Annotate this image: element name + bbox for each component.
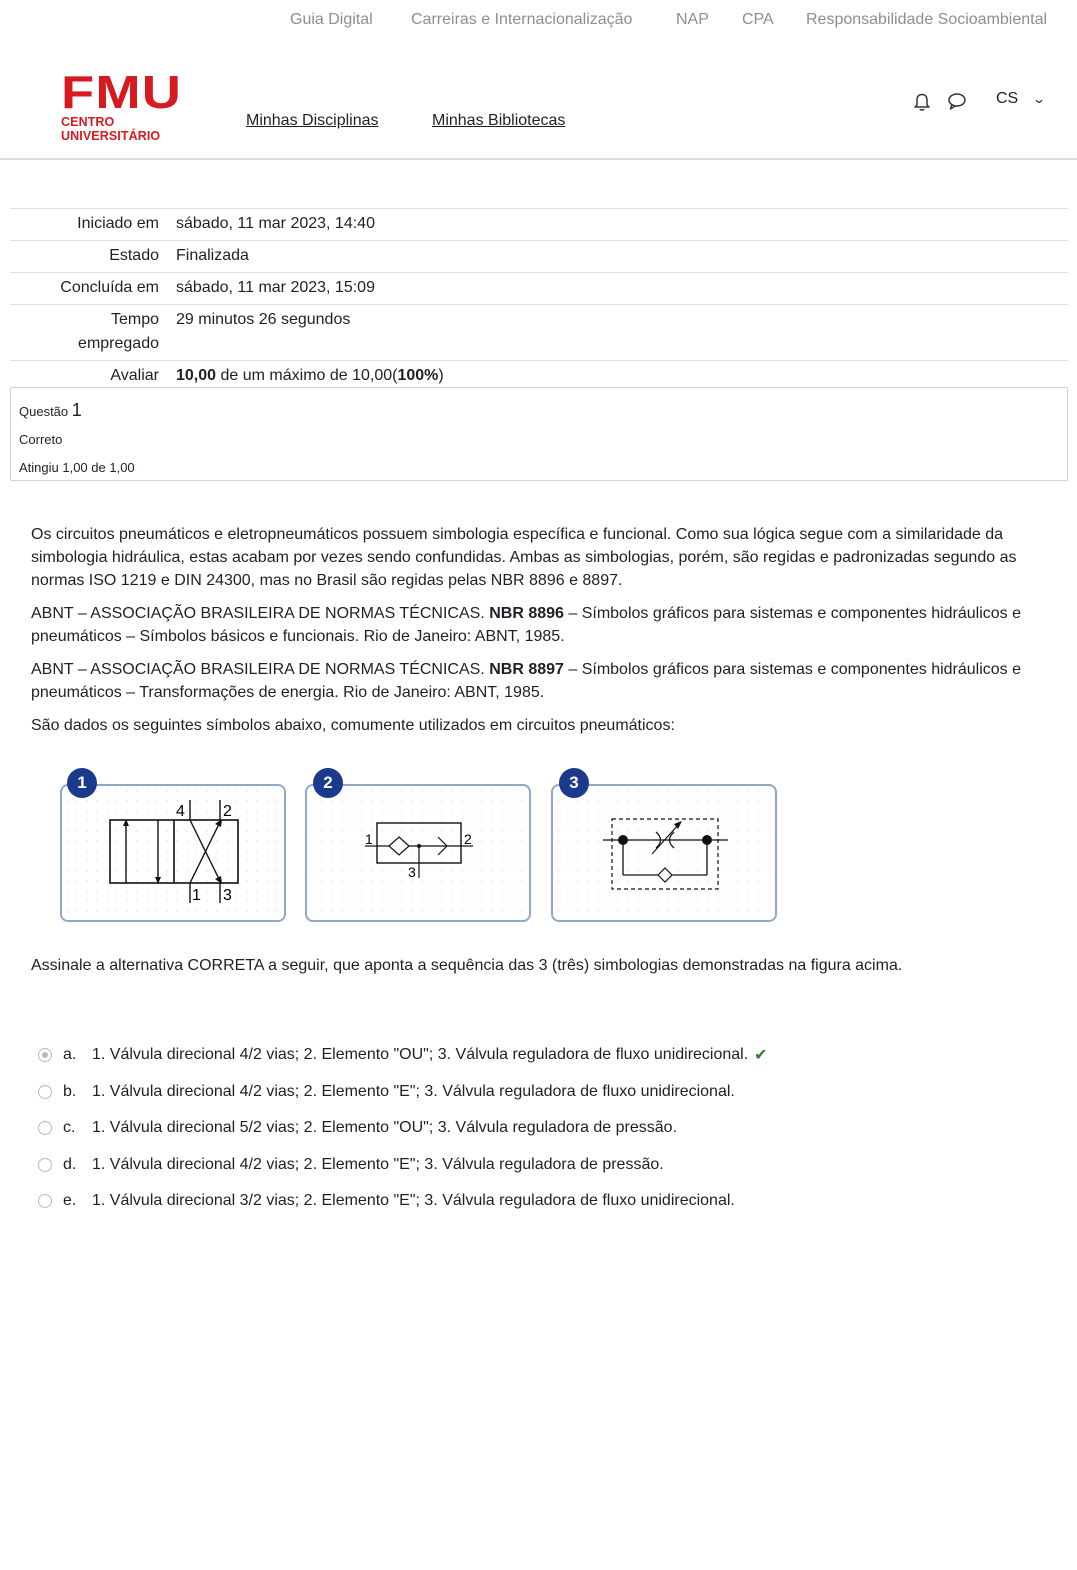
completed-label: Concluída em: [10, 273, 168, 305]
question-status: Correto: [19, 432, 63, 447]
user-initials: CS: [996, 90, 1019, 107]
question-number-value: 1: [71, 400, 82, 420]
question-prompt: Assinale a alternativa CORRETA a seguir, que aponta a sequência das 3 (três) simbologias demonstradas na figura acima.: [31, 957, 903, 974]
site-header: [0, 44, 1077, 160]
answer-letter: a.: [63, 1046, 77, 1064]
completed-value: sábado, 11 mar 2023, 15:09: [168, 273, 1068, 305]
nav-minhas-bibliotecas[interactable]: Minhas Bibliotecas: [432, 112, 566, 129]
port-label-3: 3: [408, 864, 416, 880]
ref2-suffix: – Símbolos gráficos para sistemas e componentes hidráulicos e pneumáticos – Transformações de energia. Rio de Janeiro: ABNT, 1985.: [31, 661, 1022, 701]
reference-nbr-8897: [31, 658, 1051, 704]
flow-control-valve-symbol: [553, 786, 775, 920]
symbol-panel-1: [60, 784, 286, 922]
or-element-symbol: [307, 786, 529, 920]
fmu-logo[interactable]: [61, 66, 201, 143]
logo-subtitle: CENTRO UNIVERSITÁRIO: [61, 115, 161, 143]
attempt-summary-table: [10, 208, 1068, 392]
answer-option-e[interactable]: [38, 1183, 1038, 1220]
top-utility-bar: [0, 0, 1077, 44]
radio-a[interactable]: [38, 1048, 52, 1062]
answer-option-a[interactable]: [38, 1037, 1038, 1074]
state-value: Finalizada: [168, 241, 1068, 273]
answer-letter: d.: [63, 1155, 77, 1173]
bell-icon[interactable]: [911, 90, 933, 112]
port-label-3: 3: [223, 887, 232, 904]
answer-option-d[interactable]: [38, 1147, 1038, 1184]
answer-option-c[interactable]: [38, 1110, 1038, 1147]
port-label-1: 1: [192, 887, 201, 904]
summary-row-completed: [10, 273, 1068, 305]
summary-row-time: [10, 305, 1068, 361]
pneumatic-symbols-figure: [56, 768, 786, 928]
port-label-1: 1: [365, 831, 373, 847]
answer-option-b[interactable]: [38, 1074, 1038, 1111]
symbol-badge-2: 2: [313, 768, 343, 798]
toplink-carreiras[interactable]: Carreiras e Internacionalização: [411, 11, 633, 28]
chat-bubble-icon[interactable]: [946, 90, 968, 112]
question-mark: Atingiu 1,00 de 1,00: [19, 460, 135, 475]
toplink-cpa[interactable]: CPA: [742, 11, 774, 28]
ref2-code: NBR 8897: [489, 661, 564, 678]
answer-text: 1. Válvula direcional 5/2 vias; 2. Elemento "OU"; 3. Válvula reguladora de pressão.: [92, 1119, 678, 1137]
radio-c[interactable]: [38, 1121, 52, 1135]
answer-text: 1. Válvula direcional 4/2 vias; 2. Elemento "E"; 3. Válvula reguladora de pressão.: [92, 1155, 664, 1173]
toplink-nap[interactable]: NAP: [676, 11, 709, 28]
directional-valve-symbol: [62, 786, 284, 920]
symbol-panel-2: [305, 784, 531, 922]
port-label-2: 2: [223, 803, 232, 820]
started-value: sábado, 11 mar 2023, 14:40: [168, 209, 1068, 241]
summary-row-started: [10, 209, 1068, 241]
toplink-guia-digital[interactable]: Guia Digital: [290, 11, 373, 28]
answer-text: 1. Válvula direcional 4/2 vias; 2. Elemento "E"; 3. Válvula reguladora de fluxo unidirecional.: [92, 1082, 735, 1100]
ref1-code: NBR 8896: [489, 605, 564, 622]
started-label: Iniciado em: [10, 209, 168, 241]
radio-d[interactable]: [38, 1158, 52, 1172]
grade-percent: 100%: [397, 367, 439, 384]
radio-e[interactable]: [38, 1194, 52, 1208]
grade-score: 10,00: [176, 367, 217, 384]
answer-letter: c.: [63, 1119, 76, 1137]
time-value: 29 minutos 26 segundos: [168, 305, 1068, 361]
ref1-suffix: – Símbolos gráficos para sistemas e componentes hidráulicos e pneumáticos – Símbolos básicos e funcionais. Rio de Janeiro: ABNT, 1985.: [31, 605, 1022, 645]
correct-check-icon: ✔: [754, 1047, 768, 1065]
logo-mark: FMU: [61, 66, 183, 118]
symbol-badge-3: 3: [559, 768, 589, 798]
nav-minhas-disciplinas[interactable]: Minhas Disciplinas: [246, 112, 379, 129]
ref2-prefix: ABNT – ASSOCIAÇÃO BRASILEIRA DE NORMAS TÉCNICAS.: [31, 661, 490, 678]
symbols-intro: São dados os seguintes símbolos abaixo, comumente utilizados em circuitos pneumáticos:: [31, 717, 675, 734]
question-text: [31, 523, 1051, 747]
answer-letter: b.: [63, 1082, 77, 1100]
grade-close: ): [438, 367, 444, 384]
port-label-4: 4: [176, 803, 185, 820]
grade-label: Avaliar: [10, 361, 168, 393]
answer-list: [38, 1037, 1038, 1220]
reference-nbr-8896: [31, 602, 1051, 648]
question-number: [19, 396, 1059, 426]
summary-row-state: [10, 241, 1068, 273]
answer-text: 1. Válvula direcional 3/2 vias; 2. Elemento "E"; 3. Válvula reguladora de fluxo unidirecional.: [92, 1192, 735, 1210]
symbol-panel-3: [551, 784, 777, 922]
answer-text: 1. Válvula direcional 4/2 vias; 2. Elemento "OU"; 3. Válvula reguladora de fluxo unidirecional.: [92, 1046, 749, 1064]
answer-letter: e.: [63, 1192, 77, 1210]
radio-b[interactable]: [38, 1085, 52, 1099]
chevron-down-icon: ⌄: [1032, 92, 1047, 106]
question-label: Questão: [19, 404, 69, 419]
time-label: Tempo empregado: [10, 305, 168, 361]
ref1-prefix: ABNT – ASSOCIAÇÃO BRASILEIRA DE NORMAS TÉCNICAS.: [31, 605, 490, 622]
question-info-box: [10, 387, 1068, 481]
symbol-badge-1: 1: [67, 768, 97, 798]
question-paragraph: Os circuitos pneumáticos e eletropneumáticos possuem simbologia específica e funcional. Como sua lógica segue com a similaridade da simbologia hidráulica, estas acabam por vezes sendo confundidas. Ambas as simbologias, porém, são regidas e padronizadas segundo as normas ISO 1219 e DIN 24300, mas no Brasil são regidas pelas NBR 8896 e 8897.: [31, 526, 1017, 589]
toplink-responsabilidade[interactable]: Responsabilidade Socioambiental: [806, 11, 1048, 28]
user-menu[interactable]: [996, 90, 1047, 108]
grade-max: de um máximo de 10,00(: [216, 367, 398, 384]
port-label-2: 2: [464, 831, 472, 847]
state-label: Estado: [10, 241, 168, 273]
